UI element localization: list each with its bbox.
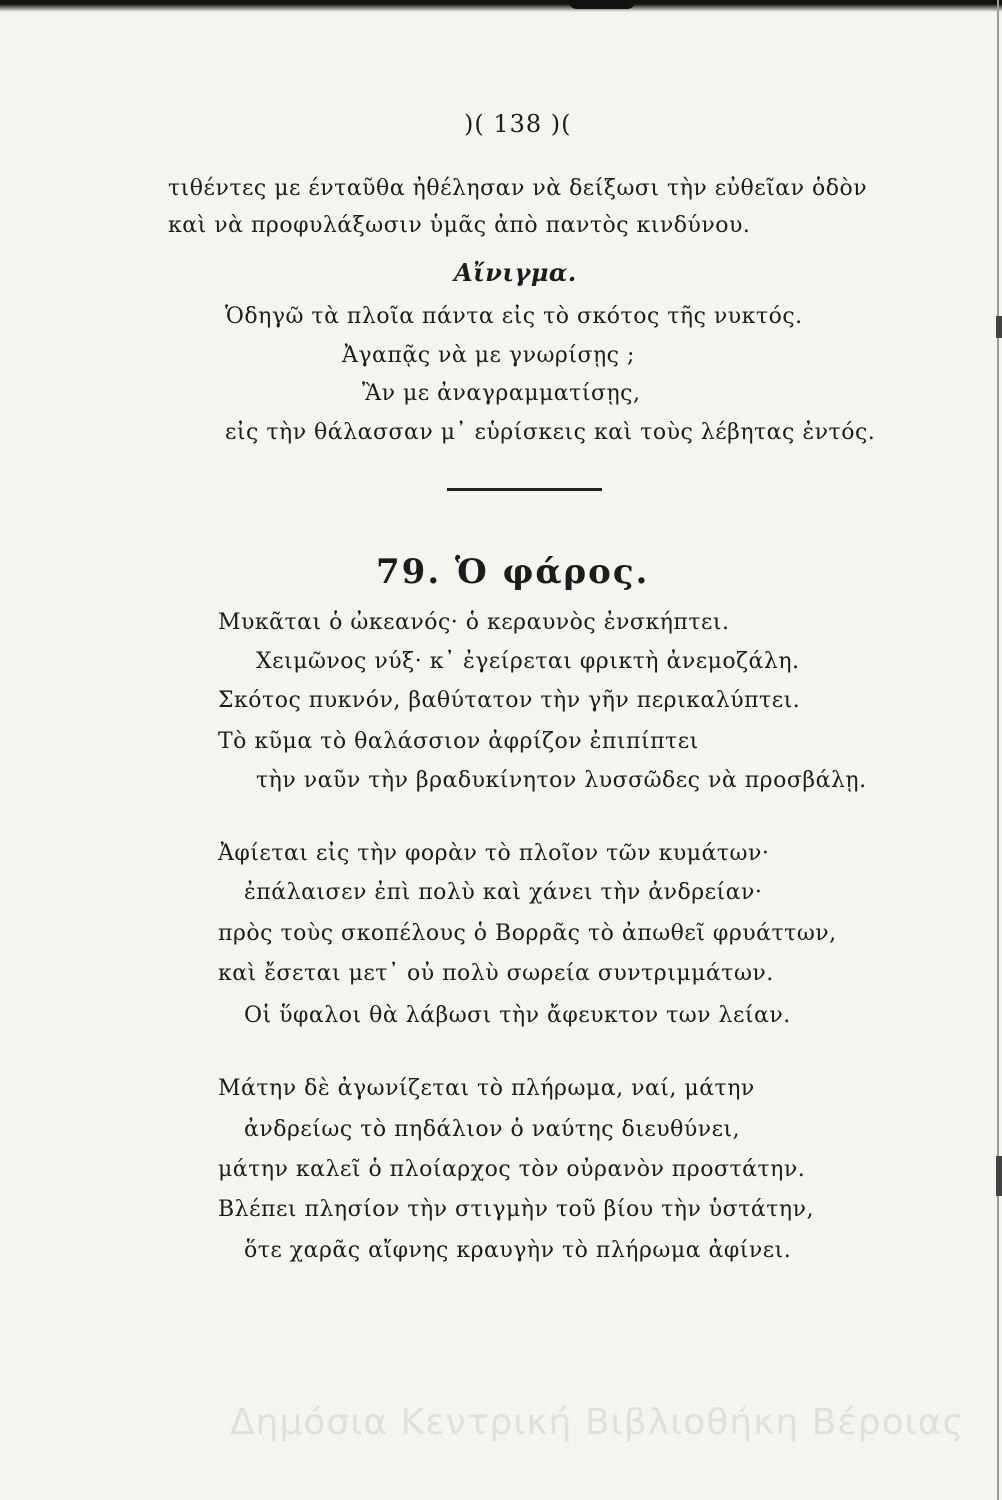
poem-line: πρὸς τοὺς σκοπέλους ὁ Βορρᾶς τὸ ἀπωθεῖ φρυάττων, (218, 921, 837, 946)
continuation-line: τιθέντες με ένταῦθα ἠθέλησαν νὰ δείξωσι τὴν εὐθεῖαν ὁδὸν (168, 176, 868, 201)
section-divider (447, 488, 602, 491)
riddle-line: εἰς τὴν θάλασσαν μ᾽ εὑρίσκεις καὶ τοὺς λέβητας ἐντός. (225, 420, 876, 445)
poem-line: καὶ ἔσεται μετ᾽ οὐ πολὺ σωρεία συντριμμάτων. (218, 961, 774, 986)
poem-line: τὴν ναῦν τὴν βραδυκίνητον λυσσῶδες νὰ προσβάλῃ. (256, 768, 867, 793)
poem-line: Σκότος πυκνόν, βαθύτατον τὴν γῆν περικαλύπτει. (218, 688, 801, 713)
riddle-title: Αἴνιγμα. (454, 258, 577, 287)
page-top-edge (0, 0, 1002, 12)
poem-line: Μάτην δὲ ἀγωνίζεται τὸ πλήρωμα, ναί, μάτην (218, 1076, 755, 1101)
binding-tab (568, 0, 636, 9)
right-edge-mark (996, 316, 1002, 338)
poem-line: ἀνδρείως τὸ πηδάλιον ὁ ναύτης διευθύνει, (244, 1117, 741, 1142)
library-watermark: Δημόσια Κεντρική Βιβλιοθήκη Βέροιας (230, 1402, 965, 1443)
riddle-line: Ἀγαπᾷς νὰ με γνωρίσῃς ; (342, 343, 635, 368)
poem-line: ὅτε χαρᾶς αἴφνης κραυγὴν τὸ πλήρωμα ἀφίνει. (244, 1238, 792, 1263)
poem-line: μάτην καλεῖ ὁ πλοίαρχος τὸν οὐρανὸν προστάτην. (218, 1157, 806, 1182)
right-edge-mark (996, 1156, 1002, 1196)
page-right-edge (997, 0, 999, 1500)
poem-line: Ἀφίεται εἰς τὴν φορὰν τὸ πλοῖον τῶν κυμάτων· (218, 841, 770, 866)
riddle-line: Ὁδηγῶ τὰ πλοῖα πάντα εἰς τὸ σκότος τῆς νυκτός. (225, 304, 803, 329)
poem-line: Χειμῶνος νύξ· κ᾽ ἐγείρεται φρικτὴ ἀνεμοζάλη. (256, 649, 800, 674)
poem-line: Βλέπει πλησίον τὴν στιγμὴν τοῦ βίου τὴν ὑστάτην, (218, 1197, 814, 1222)
poem-line: ἐπάλαισεν ἐπὶ πολὺ καὶ χάνει τὴν ἀνδρείαν· (244, 880, 763, 905)
poem-heading: 79. Ὁ φάρος. (376, 552, 650, 592)
poem-line: Μυκᾶται ὁ ὠκεανός· ὁ κεραυνὸς ἐνσκήπτει. (218, 610, 730, 635)
poem-line: Τὸ κῦμα τὸ θαλάσσιον ἀφρίζον ἐπιπίπτει (218, 729, 699, 754)
page-number: )( 138 )( (464, 110, 572, 138)
poem-line: Οἱ ὕφαλοι θὰ λάβωσι τὴν ἄφευκτον των λείαν. (244, 1003, 791, 1028)
riddle-line: Ἂν με ἀναγραμματίσῃς, (362, 381, 641, 406)
continuation-line: καὶ νὰ προφυλάξωσιν ὑμᾶς ἀπὸ παντὸς κινδύνου. (168, 213, 751, 238)
